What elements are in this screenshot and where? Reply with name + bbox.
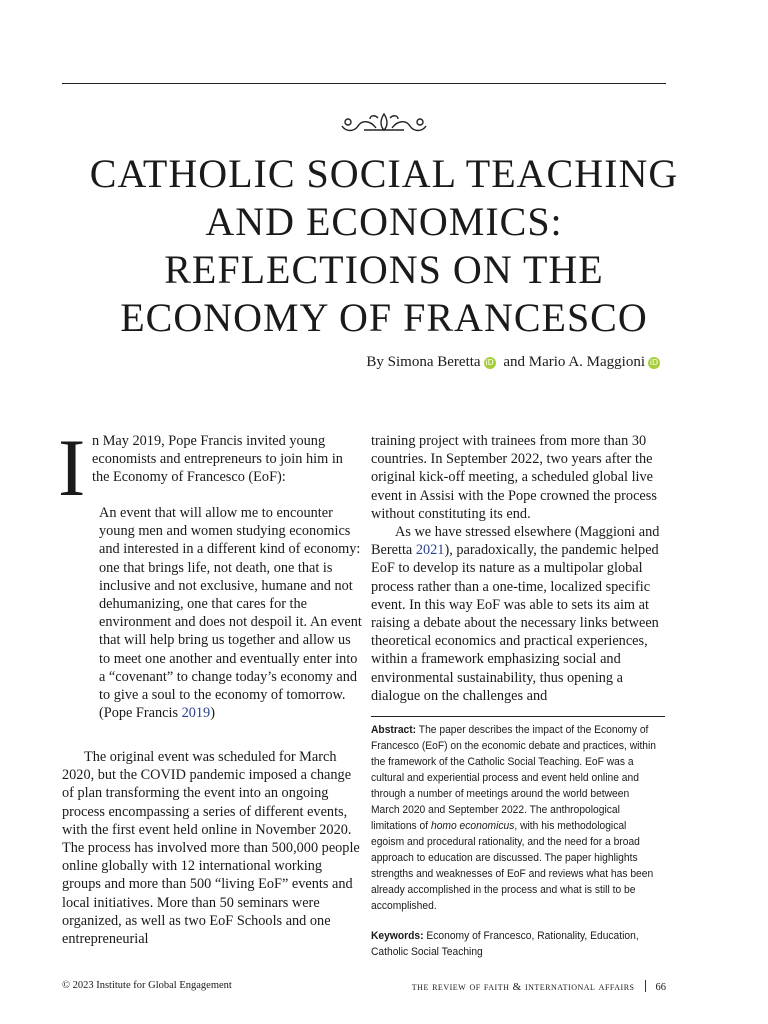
keywords-label: Keywords: (371, 930, 424, 942)
article-title (40, 150, 728, 342)
quote-paragraph (99, 504, 364, 722)
keywords-text: Economy of Francesco, Rationality, Education, Catholic Social Teaching (371, 930, 639, 958)
intro-paragraph (92, 432, 362, 487)
byline (366, 354, 664, 371)
abstract-text: The paper describes the impact of the Economy of Francesco (EoF) on the economic debate and practices, within the framework of the Catholic Social Teaching. EoF was a cultural and experiential process and event held online and through a number of meetings around the world between March 2020 and September 2022. The anthropological limitations of (371, 724, 657, 832)
copyright: © 2023 Institute for Global Engagement (62, 980, 232, 991)
abstract-label: Abstract: (371, 724, 417, 736)
body-paragraph: The original event was scheduled for March 2020, but the COVID pandemic imposed a change of plan transforming the event into an ongoing process encompassing a series of different events, with the first event held online in November 2020. The process has involved more than 500,000 people online globally with 12 international working groups and more than 500 “living EoF” events and local initiatives. More than 50 seminars were organized, as well as two EoF Schools and one entrepreneurial (62, 749, 360, 948)
block-quote (99, 504, 364, 722)
title-line: AND ECONOMICS: (205, 199, 563, 244)
abstract-text: , with his methodological egoism and procedural rationality, and the need for a broad approach to education are discussed. The paper highlights strengths and weaknesses of EoF and reviews what has been already accomplished in the process and what is still to be accomplished. (371, 820, 654, 912)
divider (645, 980, 646, 992)
top-rule (62, 83, 666, 84)
page-number: 66 (655, 982, 666, 993)
orcid-icon[interactable]: iD (485, 358, 494, 367)
orcid-icon[interactable]: iD (649, 358, 659, 367)
byline-prefix: By (366, 354, 384, 370)
abstract-paragraph (371, 722, 658, 914)
citation-link[interactable]: 2021 (415, 542, 445, 559)
abstract-emphasis: homo economicus (430, 820, 515, 832)
citation-link[interactable]: 2019 (181, 705, 211, 722)
body-paragraph: training project with trainees from more than 30 countries. In September 2022, two years after the original kick-off meeting, a scheduled global live event in Assisi with the Pope crowned the process without constituting its end. (371, 433, 657, 522)
quote-text: An event that will allow me to encounter young men and women studying economics and interested in a different kind of economy: one that brings life, not death, one that is inclusive and not exclusive, humane and not dehumanizing, one that cares for the environment and does not despoil it. An event that will help bring us together and allow us to meet one another and eventually enter into a “covenant” to change today’s economy and to give a soul to the economy of tomorrow. (Pope Francis (99, 505, 362, 722)
journal-name: the review of faith & international affairs (411, 981, 635, 993)
body-column-left (62, 748, 362, 948)
quote-end: ) (210, 705, 215, 722)
byline-conjunction: and (503, 354, 525, 370)
body-text: ), paradoxically, the pandemic helped EoF to develop its nature as a multipolar global process rather than a one-time, localized specific event. In this way EoF was able to sets its aim at raising a debate about the necessary links between theoretical economics and practical experiences, within a framework emphasizing social and environmental sustainability, thus opening a dialogue on the challenges and (371, 542, 659, 704)
intro-text: n May 2019, Pope Francis invited young economists and entrepreneurs to join him in the Economy of Francesco (EoF): (92, 433, 343, 486)
title-line: ECONOMY OF FRANCESCO (120, 295, 648, 340)
body-column-right (371, 432, 667, 705)
body-text: As we have stressed elsewhere (Maggioni and Beretta (371, 524, 660, 559)
title-line: CATHOLIC SOCIAL TEACHING (89, 151, 679, 196)
footer-right (412, 980, 666, 993)
author-name[interactable]: Simona Beretta (387, 354, 481, 370)
abstract-rule (371, 716, 665, 717)
drop-cap: I (58, 422, 86, 513)
title-line: REFLECTIONS ON THE (164, 247, 604, 292)
keywords-paragraph (371, 928, 658, 960)
fleuron-icon (324, 110, 444, 136)
author-name[interactable]: Mario A. Maggioni (528, 354, 645, 370)
body-paragraph (371, 523, 667, 705)
abstract-box (371, 722, 658, 960)
